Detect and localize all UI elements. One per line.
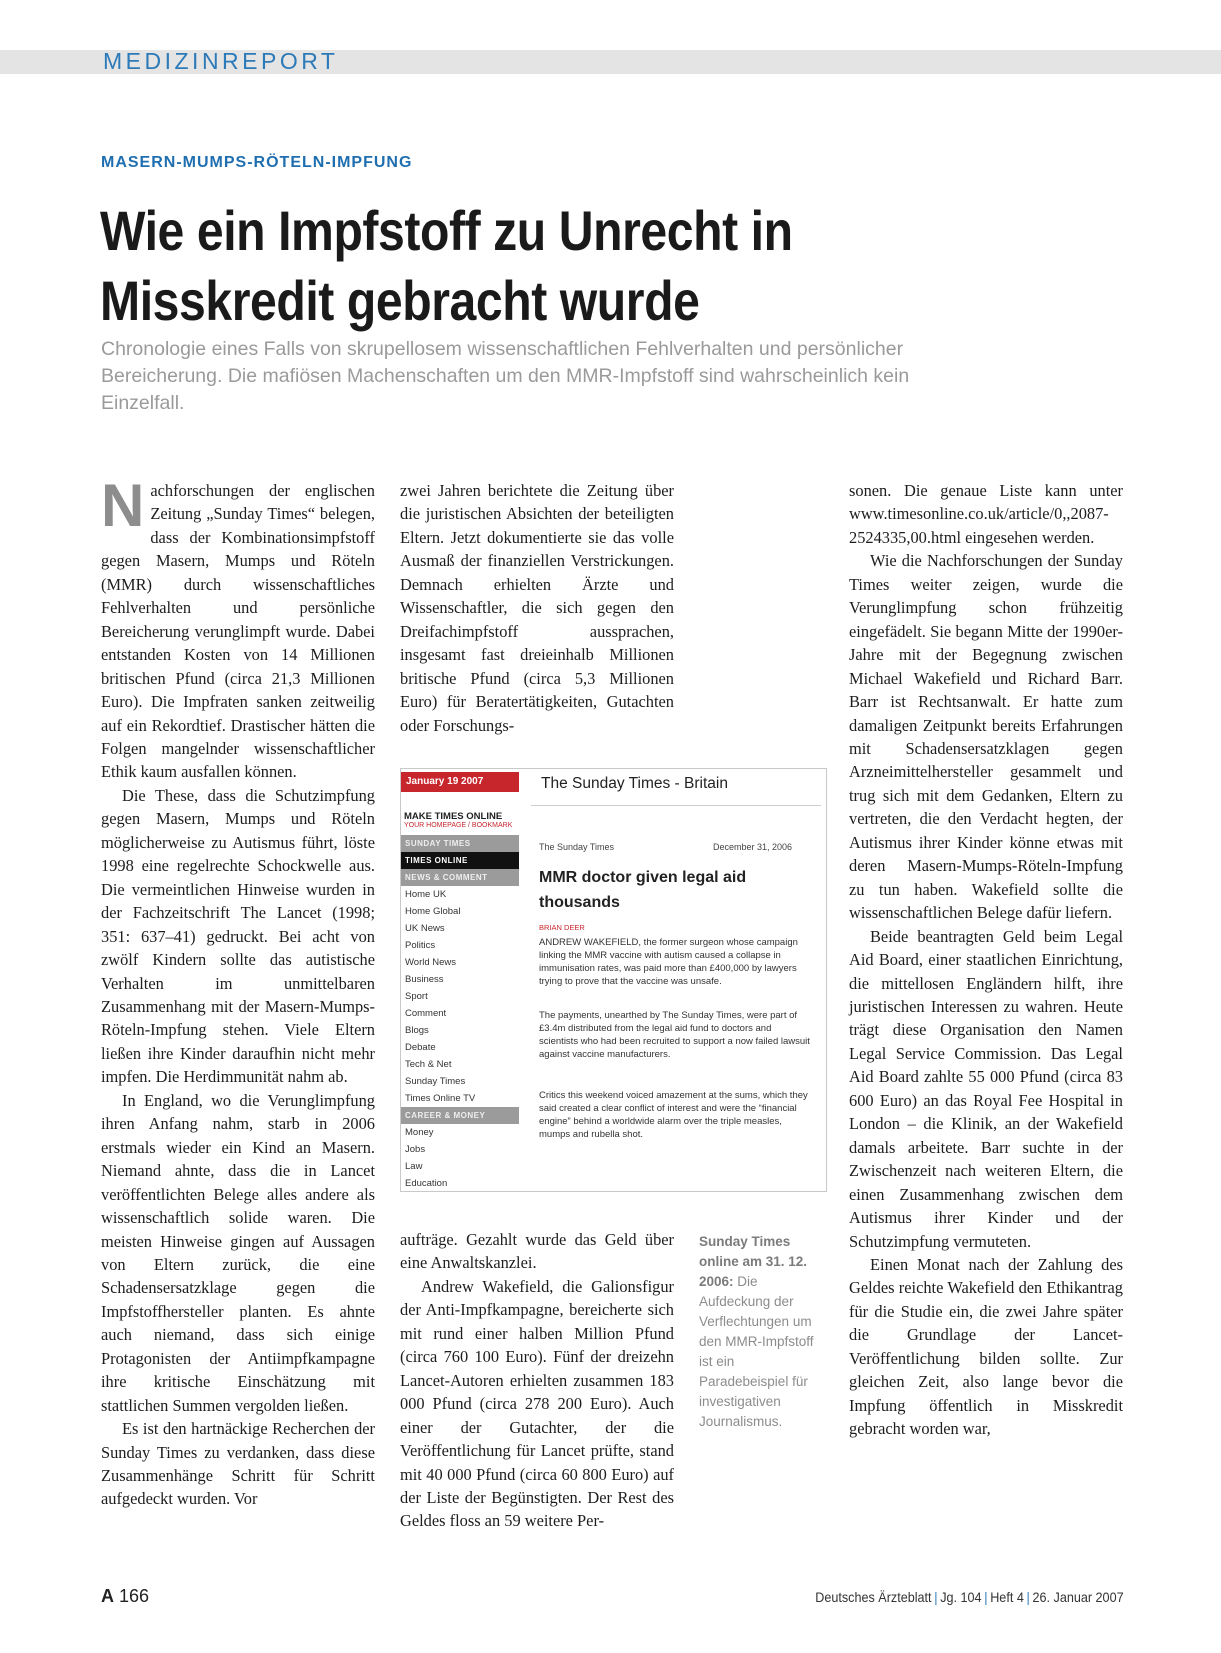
paragraph: aufträge. Gezahlt wurde das Geld über eine Anwaltskanzlei. xyxy=(400,1230,674,1273)
screenshot-paragraph: The payments, unearthed by The Sunday Times, were part of £3.4m distributed from the legal aid fund to doctors and scientists who had been recruited to support a now failed lawsuit against vaccine manufacturers. xyxy=(539,1010,810,1060)
screenshot-nav-item: Home Global xyxy=(405,906,461,917)
divider xyxy=(531,805,821,806)
screenshot-nav-item: Jobs xyxy=(405,1144,426,1155)
screenshot-nav-item: Tech & Net xyxy=(405,1059,452,1070)
column-2-bottom xyxy=(400,1228,674,1533)
column-3 xyxy=(849,479,1123,1441)
title-line-1: Wie ein Impfstoff zu Unrecht in xyxy=(100,199,793,262)
column-2-top xyxy=(400,479,674,737)
screenshot-nav-item: Business xyxy=(405,974,444,985)
screenshot-nav-item: World News xyxy=(405,957,457,968)
screenshot-site-title: The Sunday Times - Britain xyxy=(541,775,728,792)
screenshot-nav-list xyxy=(401,835,519,1192)
screenshot-byline: BRIAN DEER xyxy=(539,923,585,932)
figure-caption xyxy=(699,1232,827,1432)
journal-name: Deutsches Ärzteblatt xyxy=(815,1589,932,1605)
journal-date: 26. Januar 2007 xyxy=(1032,1589,1124,1605)
page-number: A 166 xyxy=(101,1586,150,1606)
paragraph: Die These, dass die Schutzimpfung gegen Masern, Mumps und Röteln möglicherweise zu Autismus führt, löste 1998 eine regelrechte Schockwelle aus. Die vermeintlichen Hinweise wurden in der Fachzeitschrift The Lancet (1998; 351: 637–41) gedruckt. Bei acht von zwölf Kindern sollte das autistische Verhalten im unmittelbaren Zusammenhang mit der Masern-Mumps-Röteln-Impfung stehen. Viele Eltern ließen ihre Kinder daraufhin nicht mehr impfen. Die Herdimmunität nahm ab. xyxy=(101,785,375,1087)
journal-issue: Heft 4 xyxy=(990,1589,1025,1605)
screenshot-nav-item: Sunday Times xyxy=(405,1076,466,1087)
screenshot-nav-item: Times Online TV xyxy=(405,1093,476,1104)
screenshot-nav-item: SUNDAY TIMES xyxy=(401,835,519,852)
screenshot-headline: MMR doctor given legal aid thousands xyxy=(539,869,747,911)
paragraph: Wie die Nachforschungen der Sunday Times weiter zeigen, wurde die Verunglimpfung schon frühzeitig eingefädelt. Sie begann Mitte der 1990er-Jahre mit der Begegnung zwischen Michael Wakefield und Richard Barr. Barr ist Rechtsanwalt. Er hatte zum damaligen Zeitpunkt bereits Erfahrungen mit Schadensersatzklagen gegen Arzneimittelhersteller gesammelt und trug sich mit dem Gedanken, Eltern zu vertreten, die den Verdacht hegten, der Autismus ihrer Kinder könne etwas mit deren Masern-Mumps-Röteln-Impfung zu tun haben. Wakefield sollte die wissenschaftlichen Belege dafür liefern. xyxy=(849,551,1123,923)
caption-text: Die Aufdeckung der Verflechtungen um den MMR-Impfstoff ist ein Paradebeispiel für investigativen Journalismus. xyxy=(699,1274,814,1429)
article-title xyxy=(100,196,874,336)
screenshot-nav-item: Debate xyxy=(405,1042,436,1053)
column-1 xyxy=(101,472,375,1511)
sunday-times-screenshot xyxy=(400,768,827,1192)
screenshot-nav-item: Comment xyxy=(405,1008,447,1019)
screenshot-nav-item: Politics xyxy=(405,940,436,951)
screenshot-source: The Sunday Times xyxy=(539,842,615,852)
caption-bold: Sunday Times online am 31. 12. 2006: xyxy=(699,1234,808,1289)
article-lede: Chronologie eines Falls von skrupellosem wissenschaftlichen Fehlverhalten und persönlicher Bereicherung. Die mafiösen Machenschaften um den MMR-Impfstoff sind wahrscheinlich kein Einzelfall. xyxy=(101,338,910,414)
screenshot-article-date: December 31, 2006 xyxy=(713,842,793,852)
screenshot-nav-item: Education xyxy=(405,1178,448,1189)
paragraph: Es ist den hartnäckige Recherchen der Sunday Times zu verdanken, dass diese Zusammenhänge Schritt für Schritt aufgedeckt wurden. Vor xyxy=(101,1419,375,1509)
screenshot-nav-item: Home UK xyxy=(405,889,447,900)
screenshot-nav xyxy=(401,769,519,1191)
screenshot-nav-item: Blogs xyxy=(405,1025,429,1036)
paragraph: Nachforschungen der englischen Zeitung „Sunday Times“ belegen, dass der Kombinationsimpfstoff gegen Masern, Mumps und Röteln (MMR) durch wissenschaftliches Fehlverhalten und persönliche Bereicherung verunglimpft wurde. Dabei entstanden Kosten von 14 Millionen britischen Pfund (circa 21,3 Millionen Euro). Die Impfraten sanken zeitweilig auf ein Rekordtief. Drastischer hätten die Folgen mangelnder wissenschaftlicher Ethik kaum ausfallen können. xyxy=(101,472,375,782)
section-label: MEDIZINREPORT xyxy=(103,48,339,74)
screenshot-nav-item: NEWS & COMMENT xyxy=(401,869,519,886)
screenshot-date: January 19 2007 xyxy=(401,772,519,792)
journal-volume: Jg. 104 xyxy=(940,1589,982,1605)
journal-footer: Deutsches Ärzteblatt | Jg. 104 | Heft 4 | 26. Januar 2007 xyxy=(815,1589,1124,1605)
paragraph: Andrew Wakefield, die Galionsfigur der Anti-Impfkampagne, bereicherte sich mit rund einer halben Million Pfund (circa 760 100 Euro). Fünf der dreizehn Lancet-Autoren erhielten zusammen 183 000 Pfund (circa 278 200 Euro). Auch einer der Gutachter, der die Veröffentlichung für Lancet prüfte, stand mit 40 000 Pfund (circa 60 800 Euro) auf der Liste der Begünstigten. Der Rest des Geldes floss an 59 weitere Per- xyxy=(400,1276,674,1531)
screenshot-paragraph: Critics this weekend voiced amazement at the sums, which they said created a clear conflict of interest and were the “financial engine” behind a worldwide alarm over the triple measles, mumps and rubella shot. xyxy=(539,1090,808,1140)
paragraph: sonen. Die genaue Liste kann unter www.timesonline.co.uk/article/0,,2087-2524335,00.html eingesehen werden. xyxy=(849,481,1123,547)
screenshot-nav-item: UK News xyxy=(405,923,445,934)
screenshot-paragraph: ANDREW WAKEFIELD, the former surgeon whose campaign linking the MMR vaccine with autism caused a collapse in immunisation rates, was paid more than £400,000 by lawyers trying to prove that the vaccine was unsafe. xyxy=(539,937,798,987)
title-line-2: Misskredit gebracht wurde xyxy=(100,269,700,332)
paragraph: Beide beantragten Geld beim Legal Aid Board, einer staatlichen Einrichtung, die mittellosen Engländern hilft, ihre juristischen Interessen zu wahren. Heute trägt diese Organisation den Namen Legal Service Commission. Das Legal Aid Board zahlte 55 000 Pfund (circa 83 600 Euro) an das Royal Fee Hospital in London – die Klinik, an der Wakefield damals arbeitete. Barr suchte in der Zwischenzeit nach weiteren Eltern, die einen Zusammenhang zwischen dem Autismus ihrer Kinder und der Schutzimpfung vermuteten. xyxy=(849,926,1123,1251)
screenshot-make-times-online: MAKE TIMES ONLINE YOUR HOMEPAGE / BOOKMARK xyxy=(404,811,513,829)
screenshot-nav-item: Sport xyxy=(405,991,428,1002)
screenshot-nav-item: Law xyxy=(405,1161,423,1172)
dropcap: N xyxy=(101,472,145,539)
kicker: MASERN-MUMPS-RÖTELN-IMPFUNG xyxy=(101,154,413,171)
paragraph: Einen Monat nach der Zahlung des Geldes reichte Wakefield den Ethikantrag für die Studie ein, die zwei Jahre später die Grundlage der Lancet-Veröffentlichung bilden sollte. Zur gleichen Zeit, also lange bevor die Impfung öffentlich in Misskredit gebracht worden war, xyxy=(849,1254,1123,1439)
screenshot-nav-item: CAREER & MONEY xyxy=(401,1107,519,1124)
paragraph: In England, wo die Verunglimpfung ihren Anfang nahm, starb in 2006 erstmals wieder ein Kind an Masern. Niemand ahnte, dass die in Lancet veröffentlichten Belege alles andere als wissenschaftlich solide waren. Die meisten Hinweise gingen auf Aussagen von Eltern zurück, die eine Schadensersatzklage gegen die Impfstoffhersteller planten. Es ahnte auch niemand, dass sich einige Protagonisten der Antiimpfkampagne ihre kritische Einschätzung mit stattlichen Summen vergolden ließen. xyxy=(101,1090,375,1415)
screenshot-nav-item: TIMES ONLINE xyxy=(401,852,519,869)
screenshot-nav-item: Money xyxy=(405,1127,434,1138)
paragraph: zwei Jahren berichtete die Zeitung über die juristischen Absichten der beteiligten Eltern. Jetzt dokumentierte sie das volle Ausmaß der finanziellen Verstrickungen. Demnach erhielten Ärzte und Wissenschaftler, die sich gegen den Dreifachimpfstoff aussprachen, insgesamt fast dreieinhalb Millionen britische Pfund (circa 5,3 Millionen Euro) für Beratertätigkeiten, Gutachten oder Forschungs- xyxy=(400,481,674,735)
